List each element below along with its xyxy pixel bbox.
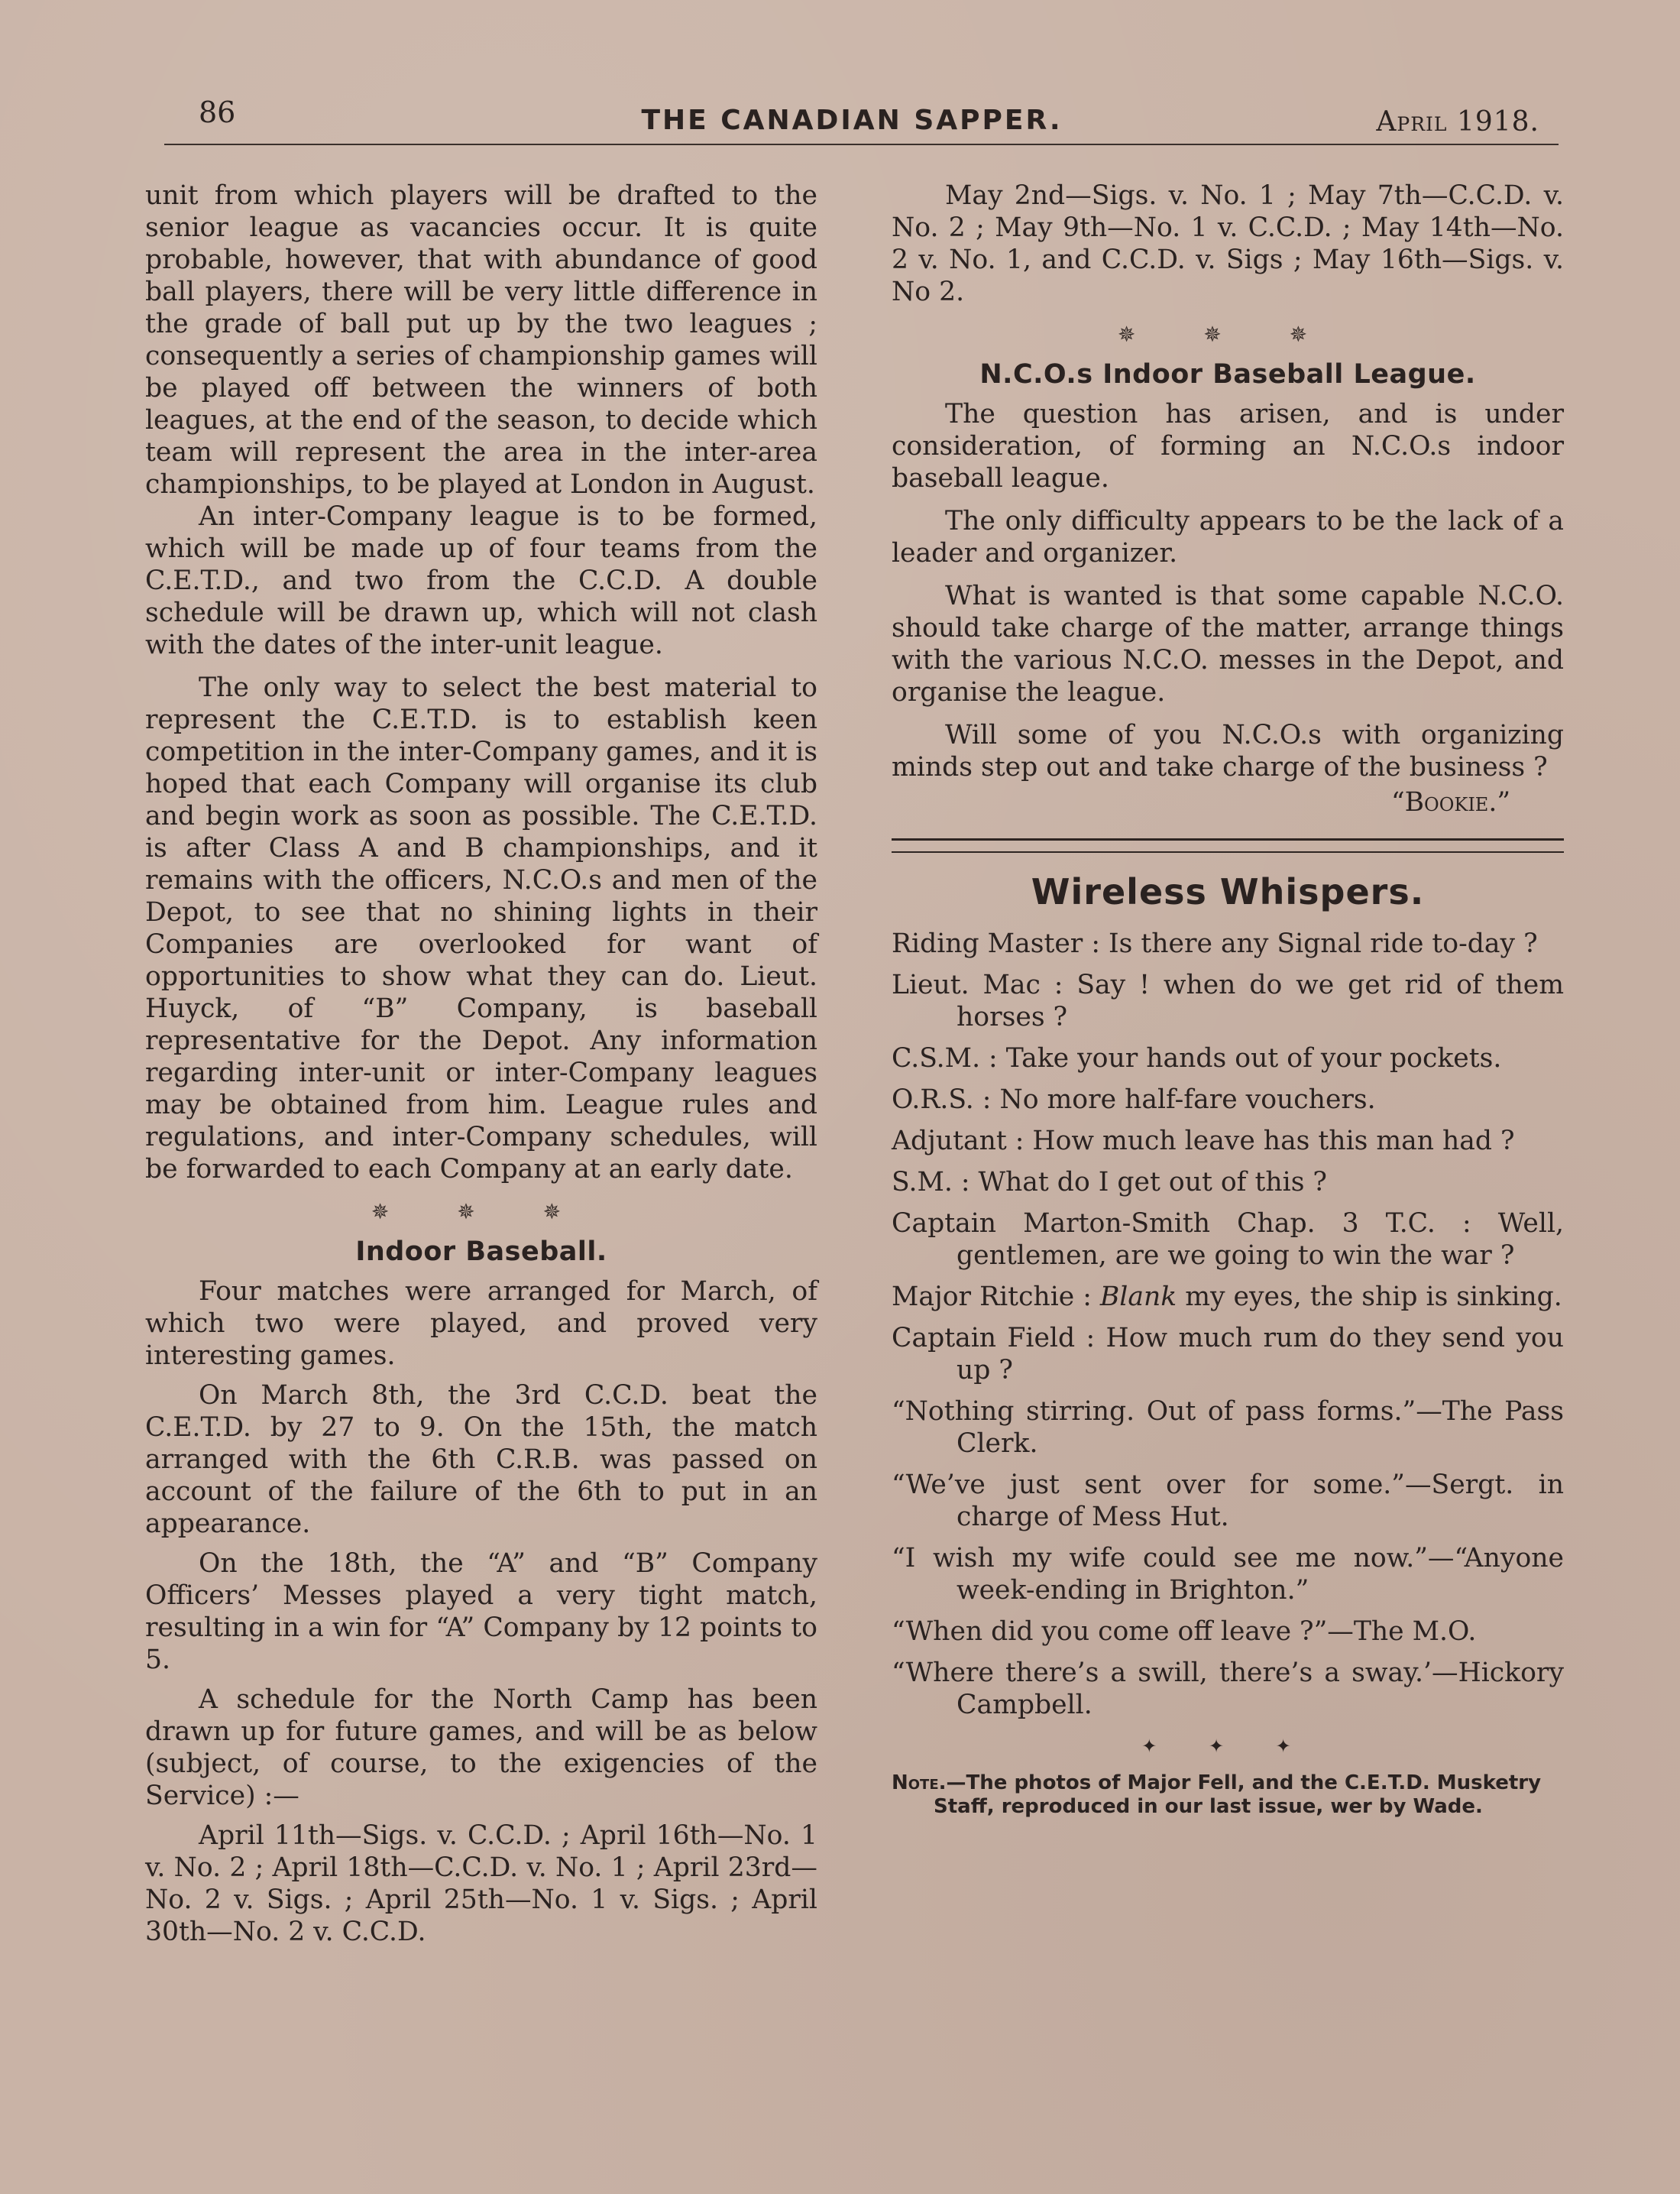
double-rule-divider [892, 838, 1564, 853]
joke-text: “When did you come off leave ?”—The M.O. [892, 1616, 1477, 1647]
joke-speaker: Lieut. Mac : [892, 970, 1063, 1000]
section-divider-stars: ✵ ✵ ✵ [371, 1199, 592, 1224]
paragraph: May 2nd—Sigs. v. No. 1 ; May 7th—C.C.D. v. No. 2 ; May 9th—No. 1 v. C.C.D. ; May 14th—No. 2 v. No. 1, and C.C.D. v. Sigs ; May 16th—Sigs. v. No 2. [892, 180, 1564, 307]
note-lead: Note. [892, 1771, 947, 1794]
paragraph: On March 8th, the 3rd C.C.D. beat the C.E.T.D. by 27 to 9. On the 15th, the match arranged with the 6th C.R.B. was passed on account of the failure of the 6th to put in an appearance. [145, 1380, 817, 1539]
journal-title: THE CANADIAN SAPPER. [641, 105, 1063, 136]
joke-text: What do I get out of this ? [978, 1167, 1327, 1197]
page-header [164, 96, 1539, 141]
joke-item [892, 1657, 1564, 1721]
note-text: —The photos of Major Fell, and the C.E.T.D. Musketry Staff, reproduced in our last issue, wer by Wade. [934, 1771, 1542, 1818]
joke-item [892, 1084, 1564, 1116]
joke-speaker: Riding Master : [892, 928, 1100, 959]
paragraph: The only way to select the best material to represent the C.E.T.D. is to establish keen competition in the inter-Company games, and it is hoped that each Company will organise its club and begin work as soon as possible. The C.E.T.D. is after Class A and B championships, and it remains with the officers, N.C.O.s and men of the Depot, to see that no shining lights in their Companies are overlooked for want of opportunities to show what they can do. Lieut. Huyck, of “B” Company, is baseball representative for the Depot. Any information regarding inter-unit or inter-Company leagues may be obtained from him. League rules and regulations, and inter-Company schedules, will be forwarded to each Company at an early date. [145, 672, 817, 1185]
joke-item [892, 1166, 1564, 1198]
editorial-note [892, 1771, 1564, 1819]
joke-text: No more half-fare vouchers. [999, 1084, 1376, 1115]
joke-item [892, 1042, 1564, 1074]
joke-item [892, 1616, 1564, 1648]
joke-text: Take your hands out of your pockets. [1005, 1043, 1502, 1074]
paragraph: The question has arisen, and is under consideration, of forming an N.C.O.s indoor baseball league. [892, 399, 1564, 494]
joke-text: my eyes, the ship is sinking. [1185, 1282, 1562, 1312]
right-column [892, 180, 1564, 1819]
joke-speaker: Captain Field : [892, 1323, 1096, 1353]
joke-text: “I wish my wife could see me now.”—“Anyone week-ending in Brighton.” [892, 1543, 1564, 1606]
joke-item [892, 1542, 1564, 1606]
paragraph: unit from which players will be drafted to the senior league as vacancies occur. It is quite probable, however, that with abundance of good ball players, there will be very little difference in the grade of ball put up by the two leagues ; consequently a series of championship games will be played off between the winners of both leagues, at the end of the season, to decide which team will represent the area in the inter-area championships, to be played at London in August. [145, 180, 817, 500]
joke-speaker: O.R.S. : [892, 1084, 992, 1115]
joke-speaker: Major Ritchie : [892, 1282, 1092, 1312]
joke-item [892, 1322, 1564, 1386]
joke-italic-word: Blank [1099, 1282, 1177, 1312]
section-heading-wireless-whispers: Wireless Whispers. [1031, 871, 1425, 912]
joke-item [892, 969, 1564, 1033]
header-rule [164, 144, 1559, 145]
joke-text: Well, gentlemen, are we going to win the war ? [957, 1208, 1564, 1271]
joke-item [892, 1395, 1564, 1460]
paragraph: On the 18th, the “A” and “B” Company Officers’ Messes played a very tight match, resulting in a win for “A” Company by 12 points to 5. [145, 1548, 817, 1675]
joke-text: “We’ve just sent over for some.”—Sergt. in charge of Mess Hut. [892, 1470, 1564, 1532]
joke-text: How much rum do they send you up ? [957, 1323, 1564, 1385]
paragraph: April 11th—Sigs. v. C.C.D. ; April 16th—No. 1 v. No. 2 ; April 18th—C.C.D. v. No. 1 ; April 23rd—No. 2 v. Sigs. ; April 25th—No. 1 v. Sigs. ; April 30th—No. 2 v. C.C.D. [145, 1820, 817, 1947]
joke-speaker: Captain Marton-Smith Chap. 3 T.C. : [892, 1208, 1471, 1239]
joke-item [892, 928, 1564, 960]
joke-text: “Nothing stirring. Out of pass forms.”—The Pass Clerk. [892, 1396, 1564, 1459]
paragraph: Will some of you N.C.O.s with organizing minds step out and take charge of the business ? [892, 720, 1564, 783]
joke-text: Say ! when do we get rid of them horses ? [957, 970, 1564, 1032]
section-heading-nco-league: N.C.O.s Indoor Baseball League. [979, 359, 1476, 390]
paragraph: A schedule for the North Camp has been drawn up for future games, and will be as below (subject, of course, to the exigencies of the Service) :— [145, 1684, 817, 1811]
joke-text: Is there any Signal ride to-day ? [1108, 928, 1538, 959]
section-divider-diamonds: ✦ ✦ ✦ [1141, 1735, 1314, 1757]
joke-speaker: Adjutant : [892, 1126, 1025, 1156]
section-heading-indoor-baseball: Indoor Baseball. [355, 1236, 607, 1267]
joke-item [892, 1469, 1564, 1533]
paragraph: An inter-Company league is to be formed, which will be made up of four teams from the C.E.T.D., and two from the C.C.D. A double schedule will be drawn up, which will not clash with the dates of the inter-unit league. [145, 501, 817, 660]
paragraph: Four matches were arranged for March, of which two were played, and proved very interesting games. [145, 1276, 817, 1371]
joke-speaker: S.M. : [892, 1167, 970, 1197]
joke-speaker: C.S.M. : [892, 1043, 998, 1074]
joke-text: How much leave has this man had ? [1032, 1126, 1515, 1156]
joke-item [892, 1125, 1564, 1157]
joke-text: “Where there’s a swill, there’s a sway.’—Hickory Campbell. [892, 1658, 1564, 1720]
paragraph: What is wanted is that some capable N.C.O. should take charge of the matter, arrange things with the various N.C.O. messes in the Depot, and organise the league. [892, 581, 1564, 708]
page-number: 86 [199, 96, 236, 129]
section-divider-stars: ✵ ✵ ✵ [1117, 322, 1338, 347]
paragraph: The only difficulty appears to be the lack of a leader and organizer. [892, 506, 1564, 569]
left-column [145, 180, 817, 1948]
joke-item [892, 1281, 1564, 1313]
signature: “Bookie.” [1390, 787, 1510, 818]
issue-date: April 1918. [1376, 106, 1539, 138]
joke-item [892, 1207, 1564, 1272]
